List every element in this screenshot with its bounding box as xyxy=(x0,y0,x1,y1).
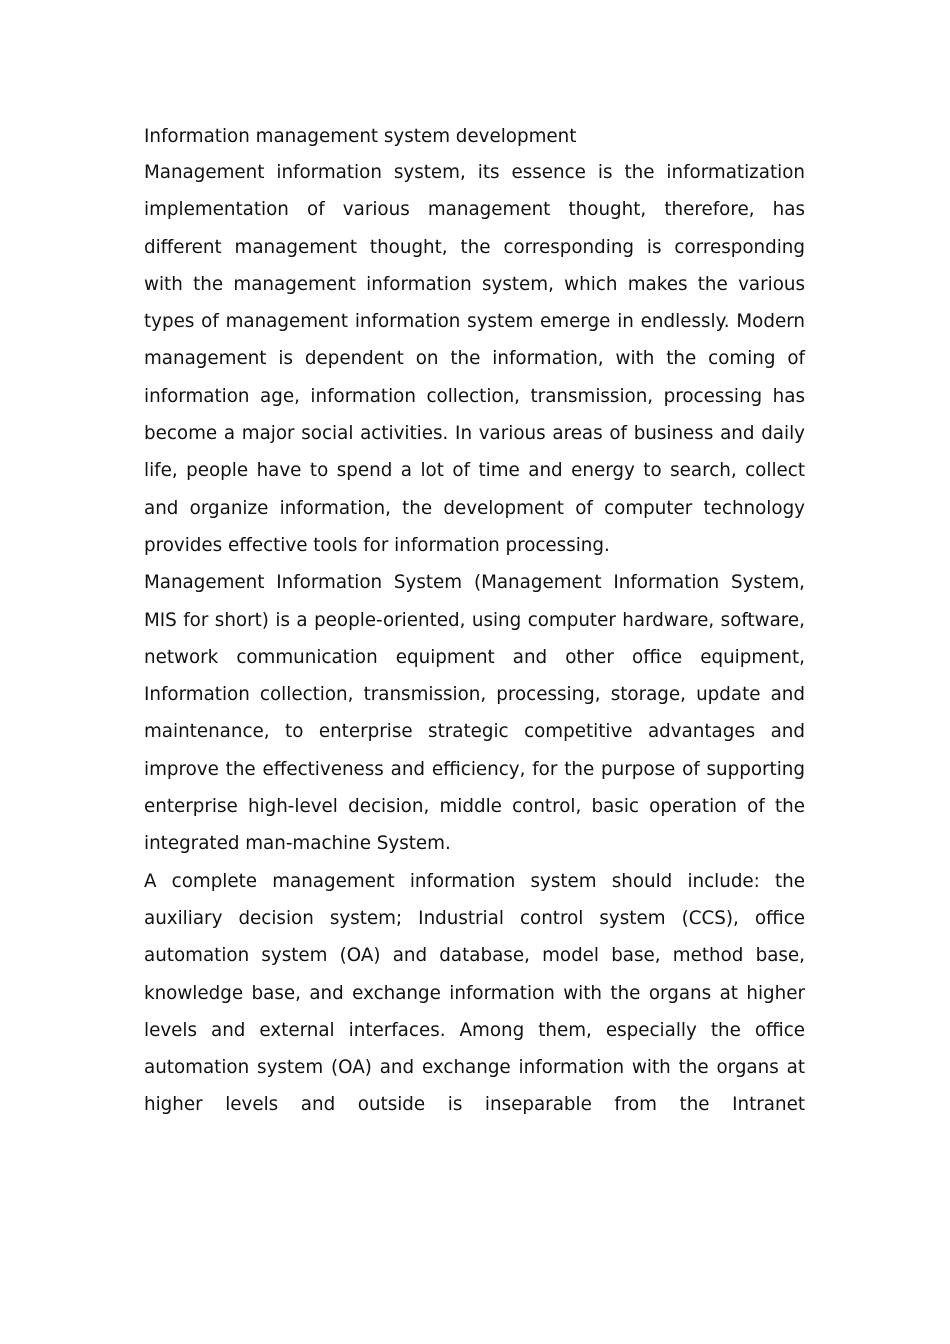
paragraph-mis-definition: Management Information System (Management Information System, MIS for short) is a people-oriented, using computer hardware, software, network communication equipment and other office equipment, Information collection, transmission, processing, storage, update and maintenance, to enterprise strategic competitive advantages and improve the effectiveness and efficiency, for the purpose of supporting enterprise high-level decision, middle control, basic operation of the integrated man-machine System. xyxy=(144,572,805,855)
paragraph-mis-components: A complete management information system should include: the auxiliary decision system; Industrial control system (CCS), office automation system (OA) and database, model base, method base, knowledge base, and exchange information with the organs at higher levels and external interfaces. Among them, especially the office automation system (OA) and exchange information with the organs at higher levels and outside is inseparable from the Intranet xyxy=(144,870,805,1116)
document-body xyxy=(144,120,805,1124)
document-title: Information management system development xyxy=(144,126,577,147)
paragraph-mis-essence: Management information system, its essence is the informatization implementation of various management thought, therefore, has different management thought, the corresponding is corresponding with the management information system, which makes the various types of management information system emerge in endlessly. Modern management is dependent on the information, with the coming of information age, information collection, transmission, processing has become a major social activities. In various areas of business and daily life, people have to spend a lot of time and energy to search, collect and organize information, the development of computer technology provides effective tools for information processing. xyxy=(144,162,805,556)
